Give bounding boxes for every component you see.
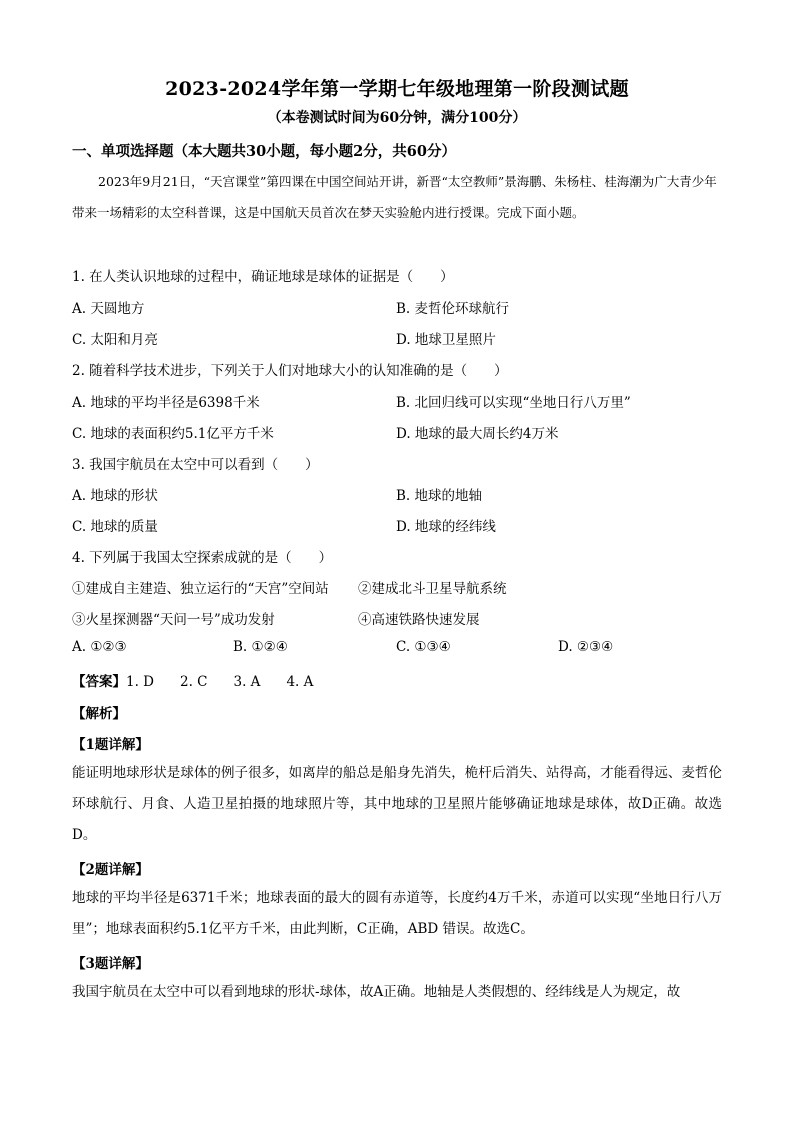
detail-1-text: 能证明地球形状是球体的例子很多，如离岸的船总是船身先消失，桅杆后消失、站得高，才能看得远、麦哲伦环球航行、月食、人造卫星拍摄的地球照片等，其中地球的卫星照片能够确证地球是球体，故D正确。故选D。 [72,765,722,843]
page-title: 2023-2024学年第一学期七年级地理第一阶段测试题 [165,78,629,100]
question-2-option-d: D. 地球的最大周长约4万米 [396,426,559,442]
question-3-option-c: C. 地球的质量 [72,519,158,535]
question-2-option-c: C. 地球的表面积约5.1亿平方千米 [72,426,274,442]
detail-3-text: 我国宇航员在太空中可以看到地球的形状-球体，故A正确。地轴是人类假想的、经纬线是人为规定，故 [72,984,681,1000]
question-3-option-a: A. 地球的形状 [72,488,158,504]
question-1-option-b: B. 麦哲伦环球航行 [396,301,510,317]
question-2-option-a: A. 地球的平均半径是6398千米 [72,395,260,411]
question-4-option-b: B. ①②④ [233,639,288,655]
question-3-option-b: B. 地球的地轴 [396,488,483,504]
question-1-option-a: A. 天圆地方 [72,301,145,317]
answer-row [72,670,313,690]
detail-2-text: 地球的平均半径是6371千米；地球表面的最大的圆有赤道等，长度约4万千米，赤道可以实现“坐地日行八万里”；地球表面积约5.1亿平方千米，由此判断，C正确，ABD 错误。故选C。 [72,890,722,937]
answer-3: 3. A [233,674,261,690]
page-subtitle: （本卷测试时间为60分钟，满分100分） [267,110,527,126]
question-1-option-d: D. 地球卫星照片 [396,332,496,348]
question-4-option-a: A. ①②③ [72,639,127,655]
question-3-stem: 3. 我国宇航员在太空中可以看到（ ） [72,457,319,473]
question-4-item-2: ②建成北斗卫星导航系统 [358,581,507,597]
question-1-stem: 1. 在人类认识地球的过程中，确证地球是球体的证据是（ ） [72,269,454,285]
answer-4: 4. A [286,674,314,690]
answer-label: 【答案】 [72,674,126,690]
question-4-option-c: C. ①③④ [396,639,451,655]
detail-3-heading: 【3题详解】 [72,956,149,972]
question-3-option-d: D. 地球的经纬线 [396,519,496,535]
answer-2: 2. C [180,674,208,690]
answer-1: 1. D [126,674,154,690]
analysis-label: 【解析】 [72,706,126,722]
question-2-option-b: B. 北回归线可以实现“坐地日行八万里” [396,395,631,411]
detail-2-heading: 【2题详解】 [72,862,149,878]
question-2-stem: 2. 随着科学技术进步，下列关于人们对地球大小的认知准确的是（ ） [72,363,508,379]
question-4-stem: 4. 下列属于我国太空探索成就的是（ ） [72,550,333,566]
question-4-item-1: ①建成自主建造、独立运行的“天宫”空间站 [72,581,329,597]
question-4-item-4: ④高速铁路快速发展 [358,612,480,628]
question-4-option-d: D. ②③④ [558,639,614,655]
reading-passage: 2023年9月21日，“天宫课堂”第四课在中国空间站开讲，新晋“太空教师”景海鹏、朱杨柱、桂海潮为广大青少年带来一场精彩的太空科普课，这是中国航天员首次在梦天实验舱内进行授课。完成下面小题。 [72,174,717,220]
detail-1-heading: 【1题详解】 [72,737,149,753]
section-heading: 一、单项选择题（本大题共30小题，每小题2分，共60分） [72,143,456,160]
question-1-option-c: C. 太阳和月亮 [72,332,158,348]
question-4-item-3: ③火星探测器“天问一号”成功发射 [72,612,275,628]
